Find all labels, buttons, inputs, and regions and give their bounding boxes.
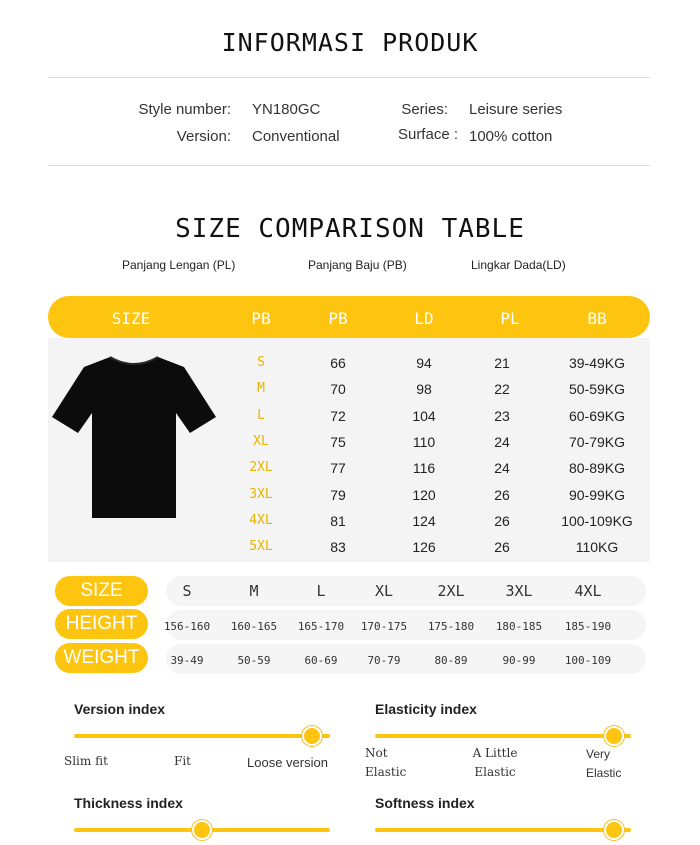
guide-size: 2XL xyxy=(437,582,465,600)
guide-height: 156-160 xyxy=(163,620,211,633)
row-pb: 83 xyxy=(330,539,346,556)
guide-size: 4XL xyxy=(574,582,602,600)
version-slider-knob xyxy=(302,726,322,746)
elasticity-slider-track xyxy=(375,734,631,738)
guide-size: M xyxy=(249,582,259,600)
guide-height: 165-170 xyxy=(297,620,345,633)
row-pl: 26 xyxy=(494,539,510,556)
version-label-fit: Fit xyxy=(174,754,191,768)
row-pl: 26 xyxy=(494,512,510,529)
header-bb: BB xyxy=(587,309,607,328)
row-ld: 124 xyxy=(412,512,436,529)
row-pb: 79 xyxy=(330,486,346,503)
elasticity-label-little: A Little Elastic xyxy=(472,746,518,779)
version-index-title: Version index xyxy=(74,701,166,717)
row-ld: 116 xyxy=(412,460,436,477)
weight-pill: WEIGHT xyxy=(55,643,148,673)
version-value: Conventional xyxy=(252,128,340,145)
version-label-loose: Loose version xyxy=(247,755,328,770)
version-label: Version: xyxy=(176,128,231,145)
row-bb: 110KG xyxy=(575,539,619,556)
style-number-value: YN180GC xyxy=(252,101,321,118)
page-title: INFORMASI PRODUK xyxy=(221,28,479,57)
guide-weight: 50-59 xyxy=(237,654,271,667)
guide-weight: 90-99 xyxy=(502,654,536,667)
row-pb: 81 xyxy=(330,512,346,529)
row-pb: 70 xyxy=(330,381,346,398)
row-size: L xyxy=(257,407,265,423)
surface-label: Surface : xyxy=(397,126,458,143)
row-pb: 77 xyxy=(330,460,346,477)
elasticity-label-very: Very Elastic xyxy=(586,747,622,780)
height-pill: HEIGHT xyxy=(55,609,148,639)
guide-weight: 39-49 xyxy=(170,654,204,667)
divider xyxy=(48,165,650,166)
header-pl: PL xyxy=(500,309,520,328)
guide-weight: 70-79 xyxy=(367,654,401,667)
guide-size: L xyxy=(316,582,326,600)
row-bb: 90-99KG xyxy=(568,486,626,503)
row-pl: 22 xyxy=(494,381,510,398)
softness-slider-track xyxy=(375,828,631,832)
row-pl: 21 xyxy=(494,355,510,371)
guide-weight: 100-109 xyxy=(564,654,612,667)
row-ld: 104 xyxy=(412,407,436,424)
softness-slider-knob xyxy=(604,820,624,840)
header-size: SIZE xyxy=(111,309,151,328)
row-bb: 100-109KG xyxy=(561,512,633,529)
guide-height: 175-180 xyxy=(427,620,475,633)
thickness-index-title: Thickness index xyxy=(74,795,183,811)
row-size: 3XL xyxy=(249,486,273,502)
row-ld: 120 xyxy=(412,486,436,503)
tshirt-image xyxy=(50,355,218,520)
guide-size: XL xyxy=(374,582,394,600)
header-pb-2: PB xyxy=(328,309,348,328)
row-pl: 26 xyxy=(494,486,510,503)
row-bb: 50-59KG xyxy=(568,381,626,398)
row-pb: 72 xyxy=(330,407,346,424)
row-size: 5XL xyxy=(249,539,273,555)
row-pl: 24 xyxy=(494,433,510,450)
divider xyxy=(48,77,650,78)
guide-height: 185-190 xyxy=(564,620,612,633)
guide-size: 3XL xyxy=(505,582,533,600)
row-pb: 66 xyxy=(330,355,346,371)
row-bb: 70-79KG xyxy=(568,433,626,450)
softness-index-title: Softness index xyxy=(375,795,475,811)
guide-height: 170-175 xyxy=(360,620,408,633)
header-pb-1: PB xyxy=(251,309,271,328)
legend-ld: Lingkar Dada(LD) xyxy=(471,258,566,272)
guide-weight: 60-69 xyxy=(304,654,338,667)
elasticity-index-title: Elasticity index xyxy=(375,701,477,717)
header-ld: LD xyxy=(414,309,434,328)
legend-pb: Panjang Baju (PB) xyxy=(308,258,407,272)
elasticity-slider-knob xyxy=(604,726,624,746)
row-pb: 75 xyxy=(330,433,346,450)
row-ld: 110 xyxy=(412,433,436,450)
version-slider-track xyxy=(74,734,330,738)
series-label: Series: xyxy=(401,101,448,118)
row-ld: 94 xyxy=(416,355,432,371)
row-bb: 39-49KG xyxy=(568,355,626,371)
guide-weight: 80-89 xyxy=(434,654,468,667)
row-pl: 23 xyxy=(494,407,510,424)
row-size: S xyxy=(257,355,265,370)
surface-value: 100% cotton xyxy=(469,128,553,145)
row-size: XL xyxy=(253,433,269,449)
size-pill: SIZE xyxy=(55,576,148,606)
row-size: M xyxy=(257,381,265,397)
row-ld: 98 xyxy=(416,381,432,398)
elasticity-label-not: Not Elastic xyxy=(365,746,407,779)
style-number-label: Style number: xyxy=(138,101,231,118)
row-ld: 126 xyxy=(412,539,436,556)
row-size: 2XL xyxy=(249,460,273,476)
row-bb: 60-69KG xyxy=(568,407,626,424)
guide-height: 180-185 xyxy=(495,620,543,633)
row-pl: 24 xyxy=(494,460,510,477)
thickness-slider-knob xyxy=(192,820,212,840)
row-bb: 80-89KG xyxy=(568,460,626,477)
guide-size: S xyxy=(182,582,192,600)
series-value: Leisure series xyxy=(469,101,563,118)
guide-height: 160-165 xyxy=(230,620,278,633)
size-table-title: SIZE COMPARISON TABLE xyxy=(175,214,525,244)
legend-pl: Panjang Lengan (PL) xyxy=(122,258,236,272)
row-size: 4XL xyxy=(249,512,273,528)
version-label-slim: Slim fit xyxy=(64,754,108,768)
